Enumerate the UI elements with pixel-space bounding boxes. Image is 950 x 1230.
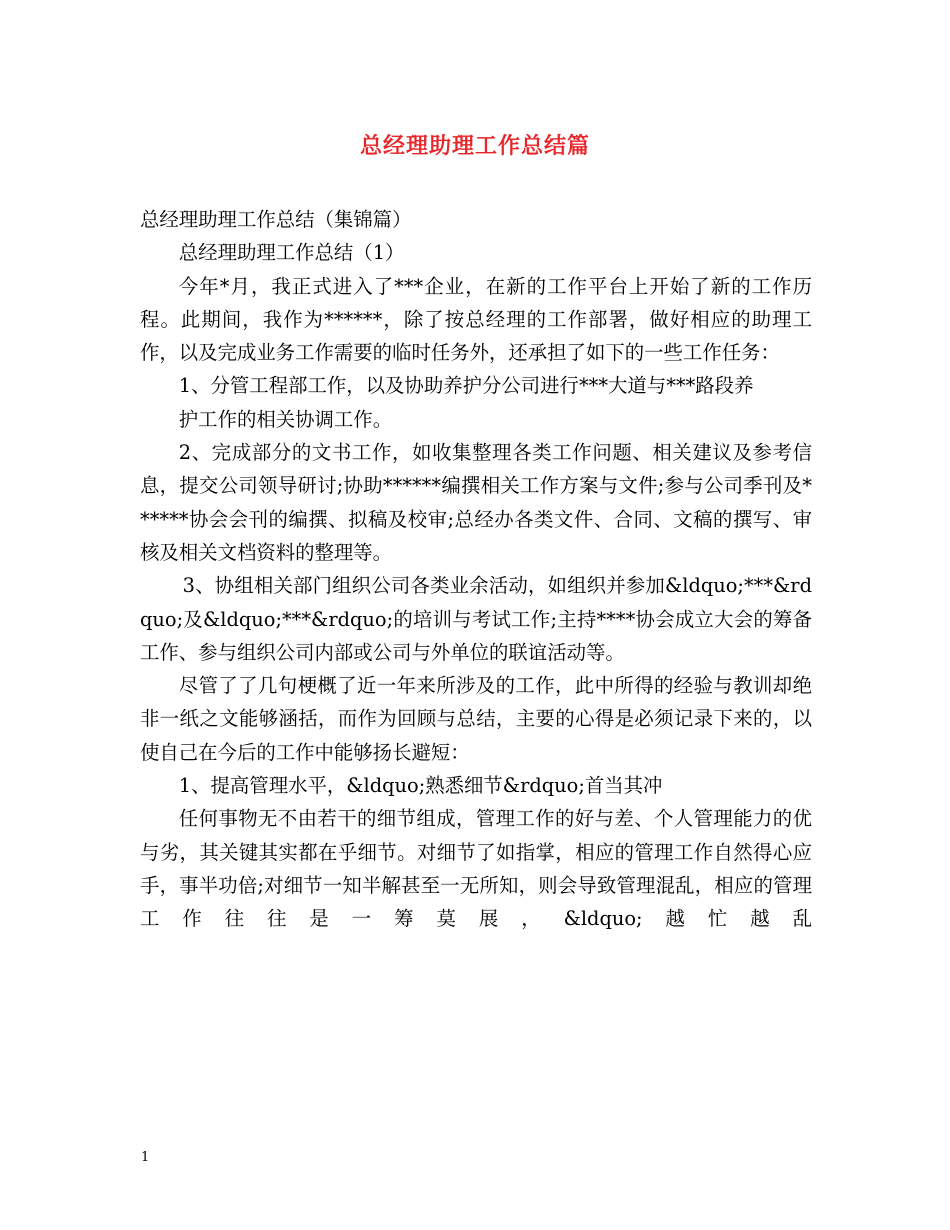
list-item-paragraph: 2、完成部分的文书工作，如收集整理各类工作问题、相关建议及参考信息，提交公司领导研讨;协助******编撰相关工作方案与文件;参与公司季刊及******协会会刊的编撰、拟稿及校审;总经办各类文件、合同、文稿的撰写、审核及相关文档资料的整理等。 (140, 441, 812, 564)
subtitle-paragraph: 总经理助理工作总结（集锦篇） (140, 208, 412, 231)
section-heading: 总经理助理工作总结（1） (178, 241, 405, 265)
list-item-continuation: 护工作的相关协调工作。 (178, 407, 393, 431)
page-number: 1 (141, 1150, 150, 1165)
body-paragraph: 尽管了了几句梗概了近一年来所涉及的工作，此中所得的经验与教训却绝非一纸之文能够涵括，而作为回顾与总结，主要的心得是必须记录下来的，以使自己在今后的工作中能够扬长避短： (140, 674, 812, 764)
body-paragraph: 今年*月，我正式进入了***企业，在新的工作平台上开始了新的工作历程。此期间，我作为******，除了按总经理的工作部署，做好相应的助理工作，以及完成业务工作需要的临时任务外，还承担了如下的一些工作任务： (140, 274, 812, 365)
document-title: 总经理助理工作总结篇 (359, 134, 590, 159)
document-body (140, 203, 812, 936)
body-paragraph: 任何事物无不由若干的细节组成，管理工作的好与差、个人管理能力的优与劣，其关键其实都在乎细节。对细节了如指掌，相应的管理工作自然得心应手，事半功倍;对细节一知半解甚至一无所知，则会导致管理混乱，相应的管理工作往往是一筹莫展，&ldquo;越忙越乱 (140, 807, 812, 931)
list-item-paragraph: 1、分管工程部工作，以及协助养护分公司进行***大道与***路段养 (178, 374, 754, 398)
list-item-paragraph: 3、协组相关部门组织公司各类业余活动，如组织并参加&ldquo;***&rdquo;及&ldquo;***&rdquo;的培训与考试工作;主持****协会成立大会的筹备工作、参与组织公司内部或公司与外单位的联谊活动等。 (140, 574, 812, 664)
subheading-paragraph: 1、提高管理水平，&ldquo;熟悉细节&rdquo;首当其冲 (178, 774, 663, 798)
